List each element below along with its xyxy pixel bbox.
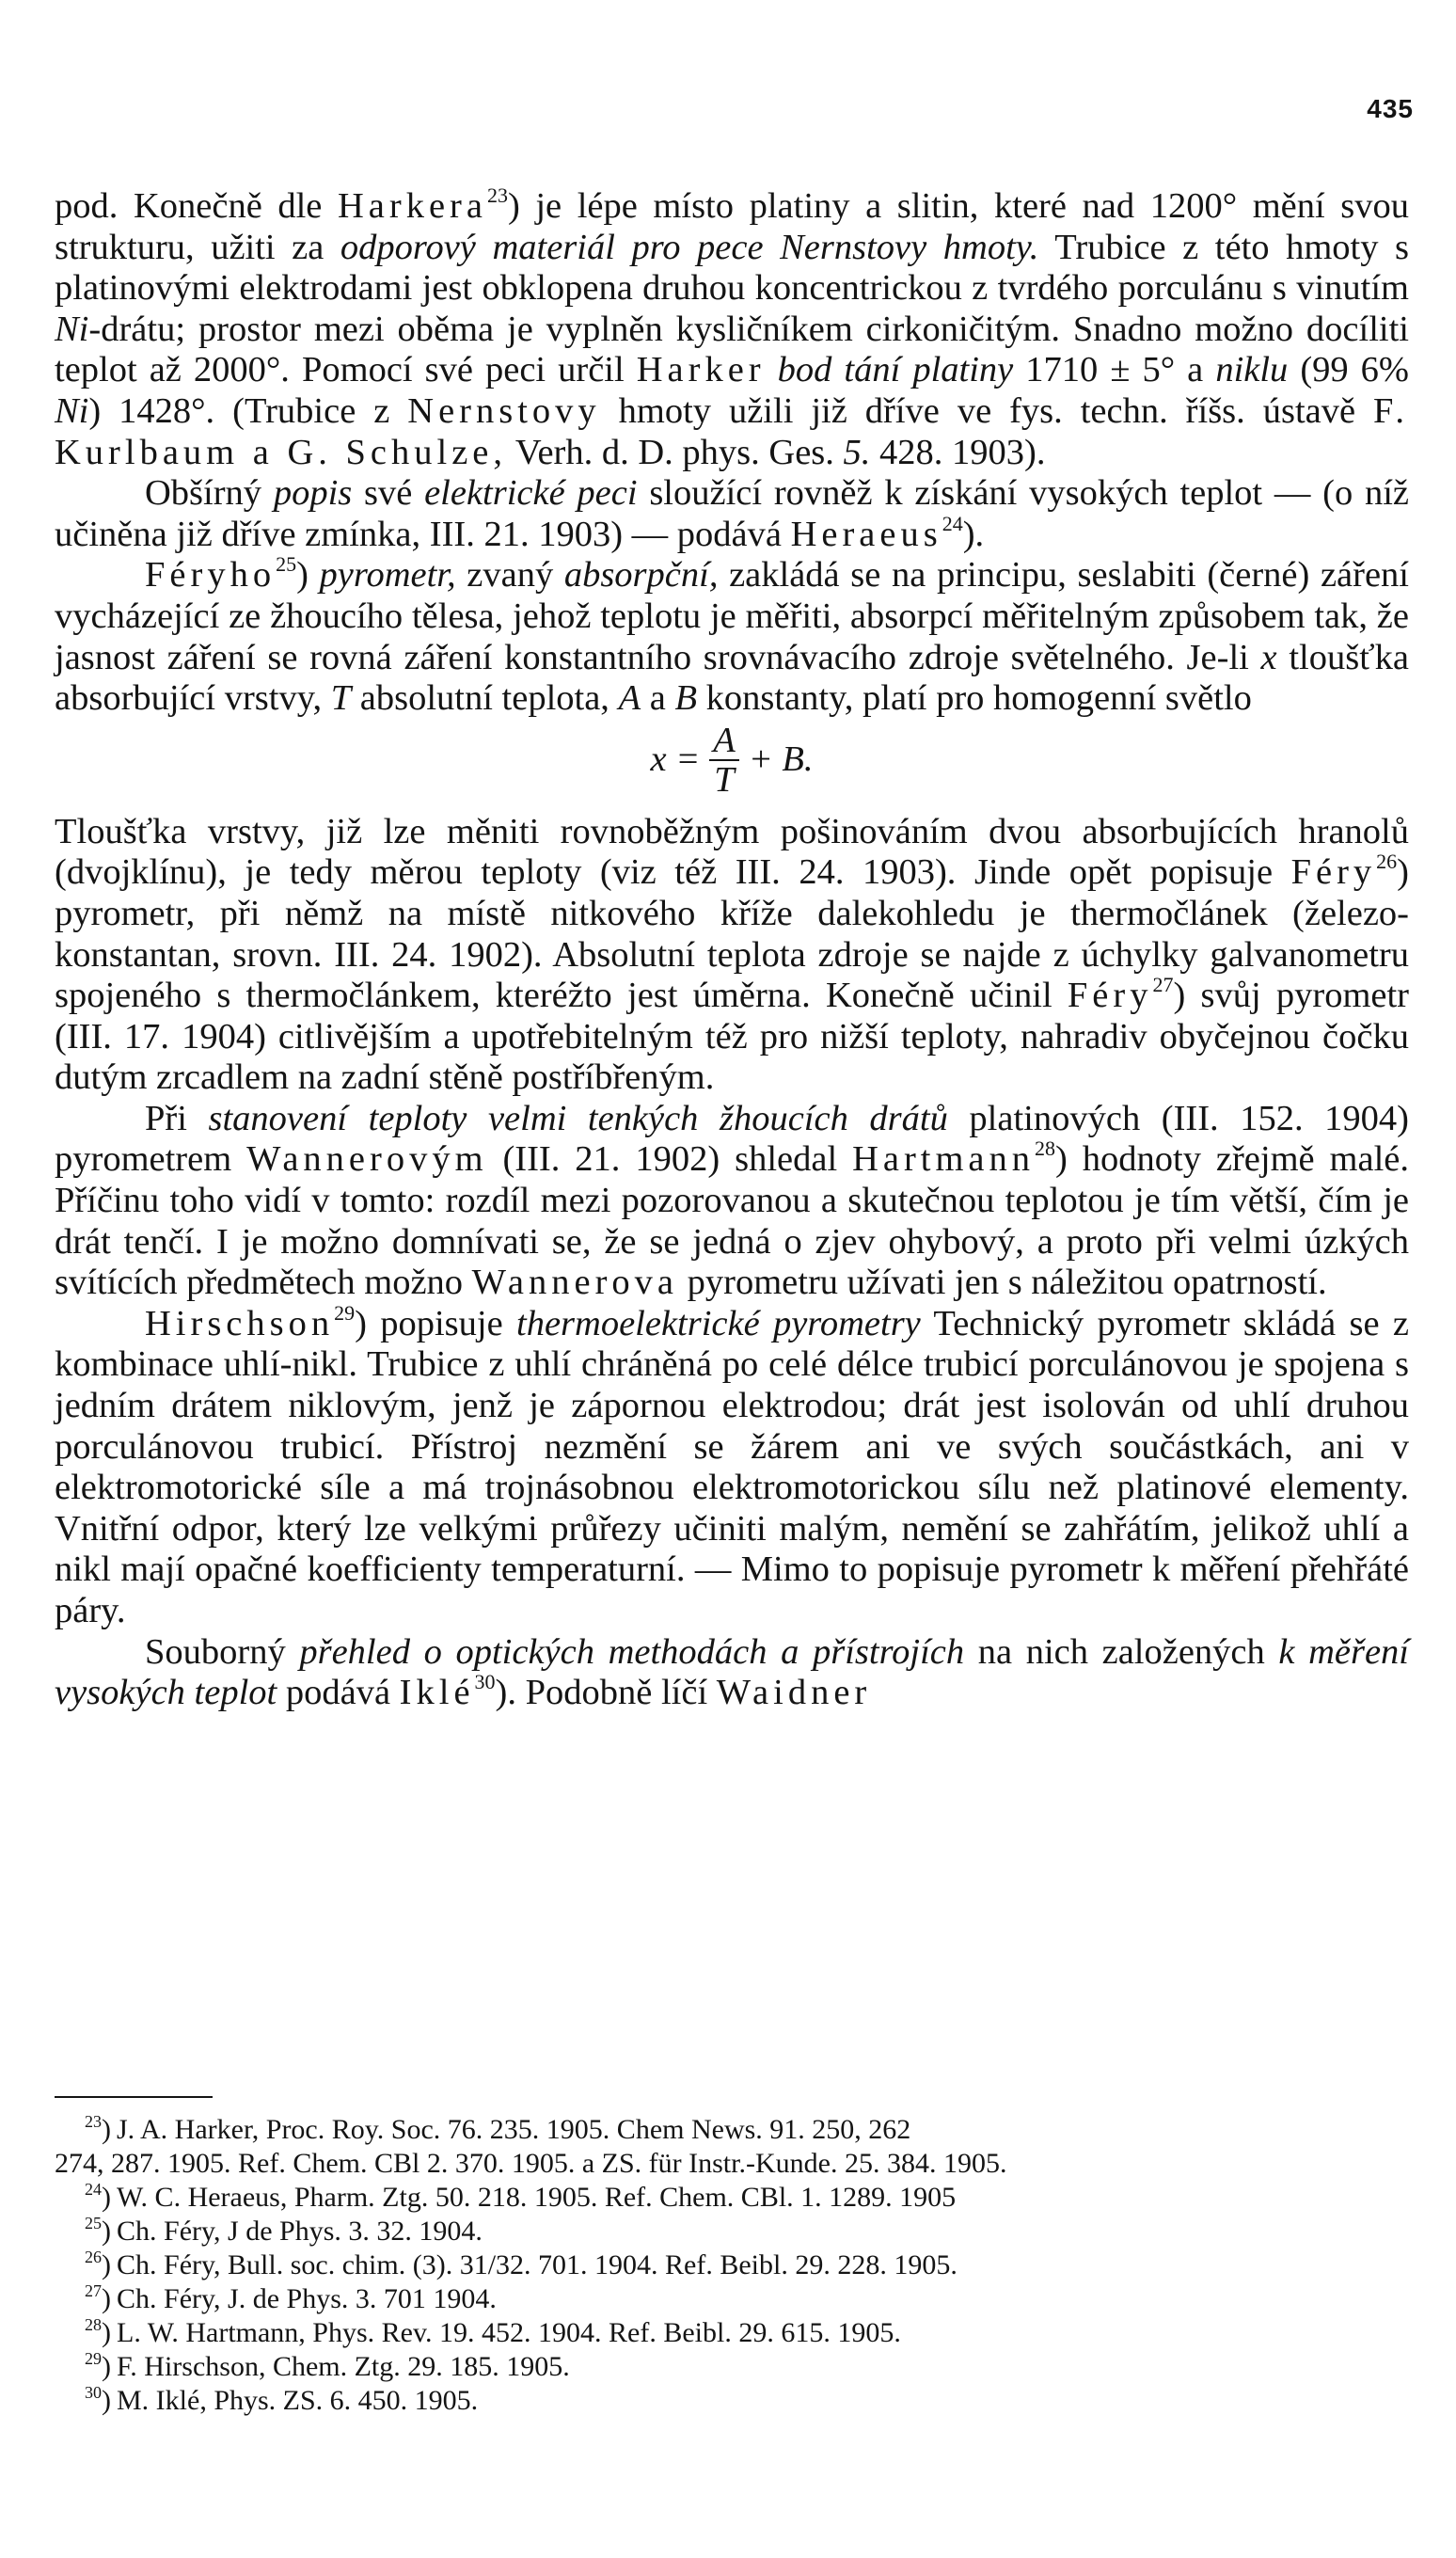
footnote-text: J. A. Harker, Proc. Roy. Soc. 76. 235. 1905. Chem News. 91. 250, 262: [117, 2114, 911, 2145]
formula-rhs: + B.: [748, 739, 814, 779]
footnote-ref: 30: [474, 1670, 496, 1694]
footnote-text: W. C. Heraeus, Pharm. Ztg. 50. 218. 1905. Ref. Chem. CBl. 1. 1289. 1905: [117, 2182, 957, 2213]
author-kurlbaum: F. Kurlbaum a G. Schulze,: [55, 390, 1409, 472]
footnote-number: 25: [85, 2214, 102, 2232]
author-harker: Harkera: [337, 186, 487, 226]
footnote-26: $^{26}$) Ch. Féry, Bull. soc. chim. (3). 31/32. 701. 1904. Ref. Beibl. 29. 228. 1905.: [85, 2248, 957, 2280]
footnote-text: Ch. Féry, Bull. soc. chim. (3). 31/32. 701. 1904. Ref. Beibl. 29. 228. 1905.: [117, 2249, 957, 2280]
footnote-number: 27: [85, 2281, 102, 2300]
footnote-ref: 26: [1376, 850, 1398, 874]
author-ikle: Iklé: [399, 1673, 475, 1713]
footnote-ref: 24: [942, 511, 963, 535]
fraction-denominator: T: [714, 759, 735, 800]
footnote-text: Ch. Féry, J. de Phys. 3. 701 1904.: [117, 2283, 497, 2314]
footnote-text: M. Iklé, Phys. ZS. 6. 450. 1905.: [117, 2385, 479, 2416]
author-heraeus: Heraeus: [790, 514, 942, 554]
author-fery: Féry: [1067, 976, 1153, 1016]
formula: [55, 722, 1409, 812]
footnote-27: $^{27}$) Ch. Féry, J. de Phys. 3. 701 1904.: [85, 2281, 497, 2314]
author-waidner: Waidner: [716, 1673, 872, 1713]
footnote-ref: 28: [1035, 1136, 1056, 1161]
fraction-numerator: A: [709, 722, 739, 761]
footnote-30: $^{30}$) M. Iklé, Phys. ZS. 6. 450. 1905.: [85, 2383, 479, 2416]
footnote-number: 30: [85, 2383, 102, 2402]
footnote-number: 28: [85, 2315, 102, 2334]
fraction: [709, 722, 739, 799]
paragraph-6: Hirschson$^{29}$) popisuje thermoelektrické pyrometry Technický pyrometr skládá se z kombinace uhlí-nikl. Trubice z uhlí chráněná po celé délce trubicí porculánovou je spojena s jedním drátem niklovým, jenž je zápornou elektrodou; drát jest isolován od uhlí druhou porculánovou trubicí. Přístroj nezmění se žárem ani ve svých součástkách, ani v elektromotorické síle a má trojnásobnou elektromotorickou sílu než platinové elementy. Vnitřní odpor, který lze velkými průřezy učiniti malým, nemění se zahřátím, jelikož uhlí a nikl mají opačné koefficienty temperaturní. — Mimo to popisuje pyrometr k měření přehřáté páry.: [55, 1300, 1409, 1630]
author-wanner: Wannerovým: [246, 1139, 488, 1180]
author-hartmann: Hartmann: [852, 1139, 1036, 1180]
footnote-divider: [55, 2096, 213, 2098]
footnote-ref: 23: [486, 183, 508, 207]
footnote-ref: 29: [334, 1300, 356, 1325]
footnote-number: 26: [85, 2248, 102, 2266]
footnote-number: 29: [85, 2349, 102, 2368]
footnote-28: $^{28}$) L. W. Hartmann, Phys. Rev. 19. 452. 1904. Ref. Beibl. 29. 615. 1905.: [85, 2315, 901, 2348]
footnote-text: Ch. Féry, J de Phys. 3. 32. 1904.: [117, 2216, 483, 2247]
footnote-number: 24: [85, 2180, 102, 2199]
author-fery: Féryho: [145, 555, 277, 596]
footnote-ref: 25: [276, 552, 297, 577]
paragraph-7: Souborný přehled o optických methodách a přístrojích na nich založených k měření vysokých teplot podává Iklé$^{30}$). Podobně líčí Waidner: [55, 1631, 1410, 1713]
footnote-24: $^{24}$) W. C. Heraeus, Pharm. Ztg. 50. 218. 1905. Ref. Chem. CBl. 1. 1289. 1905: [85, 2180, 957, 2213]
author-fery: Féry: [1290, 852, 1377, 893]
author-nernst: Nernstovy: [407, 390, 601, 431]
footnote-29: $^{29}$) F. Hirschson, Chem. Ztg. 29. 185. 1905.: [85, 2349, 570, 2382]
paragraph-2: Obšírný popis své elektrické peci sloužící rovněž k získání vysokých teplot — (o níž učiněna již dříve zmínka, III. 21. 1903) — podává Heraeus$^{24}$).: [55, 473, 1409, 554]
formula-lhs: x =: [650, 739, 701, 779]
footnote-23: $^{23}$) J. A. Harker, Proc. Roy. Soc. 76. 235. 1905. Chem News. 91. 250, 262 274, 287. 1905. Ref. Chem. CBl 2. 370. 1905. a ZS. für Instr.-Kunde. 25. 384. 1905.: [55, 2113, 1409, 2181]
footnote-ref: 27: [1152, 973, 1174, 997]
author-harker: Harker: [636, 350, 766, 390]
paragraph-5: Při stanovení teploty velmi tenkých žhoucích drátů platinových (III. 152. 1904) pyrometrem Wannerovým (III. 21. 1902) shledal Hartmann$^{28}$) hodnoty zřejmě malé. Příčinu toho vidí v tomto: rozdíl mezi pozorovanou a skutečnou teplotou je tím větší, čím je drát tenčí. I je možno domnívati se, že se jedná o zjev ohybový, a proto při velmi úzkých svítících předmětech možno Wannerova pyrometru užívati jen s náležitou opatrností.: [55, 1098, 1409, 1303]
paragraph-4: Tloušťka vrstvy, již lze měniti rovnoběžným pošinováním dvou absorbujících hranolů (dvojklínu), je tedy měrou teploty (viz též III. 24. 1903). Jinde opět popisuje Féry$^{26}$) pyrometr, při němž na místě nitkového kříže dalekohledu je thermočlánek (železo-konstantan, srovn. III. 24. 1902). Absolutní teplota zdroje se najde z úchylky galvanometru spojeného s thermočlánkem, kteréžto jest úměrna. Konečně učinil Féry$^{27}$) svůj pyrometr (III. 17. 1904) citlivějším a upotřebitelným též pro nižší teploty, nahradiv obyčejnou čočku dutým zrcadlem na zadní stěně postříbřeným.: [55, 811, 1409, 1098]
main-text: [55, 183, 1410, 1714]
footnote-text-continued: 274, 287. 1905. Ref. Chem. CBl 2. 370. 1905. a ZS. für Instr.-Kunde. 25. 384. 1905.: [55, 2148, 1007, 2179]
paragraph-3: Féryho$^{25}$) pyrometr, zvaný absorpční, zakládá se na principu, seslabiti (černé) záření vycházející ze žhoucího tělesa, jehož teplotu je měřiti, absorpcí měřitelným způsobem tak, že jasnost záření se rovná záření konstantního srovnávacího zdroje světelného. Je-li x tloušťka absorbující vrstvy, T absolutní teplota, A a B konstanty, platí pro homogenní světlo: [55, 552, 1409, 719]
footnote-25: $^{25}$) Ch. Féry, J de Phys. 3. 32. 1904.: [85, 2214, 483, 2247]
author-hirschson: Hirschson: [145, 1303, 335, 1343]
footnote-number: 23: [85, 2112, 102, 2131]
paragraph-1: pod. Konečně dle Harkera$^{23}$) je lépe místo platiny a slitin, které nad 1200° mění svou strukturu, užiti za odporový materiál pro pece Nernstovy hmoty. Trubice z této hmoty s platinovými elektrodami jest obklopena druhou koncentrickou z tvrdého porculánu s vinutím Ni-drátu; prostor mezi oběma je vyplněn kysličníkem cirkoničitým. Snadno možno docíliti teplot až 2000°. Pomocí své peci určil Harker bod tání platiny 1710 ± 5° a niklu (99 6% Ni) 1428°. (Trubice z Nernstovy hmoty užili již dříve ve fys. techn. říšs. ústavě F. Kurlbaum a G. Schulze, Verh. d. D. phys. Ges. 5. 428. 1903).: [55, 183, 1409, 472]
footnotes: [55, 2113, 1409, 2418]
author-wanner: Wannerova: [471, 1263, 679, 1303]
footnote-text: F. Hirschson, Chem. Ztg. 29. 185. 1905.: [117, 2351, 570, 2382]
page-number: 435: [1367, 94, 1414, 123]
footnote-text: L. W. Hartmann, Phys. Rev. 19. 452. 1904. Ref. Beibl. 29. 615. 1905.: [117, 2317, 901, 2348]
